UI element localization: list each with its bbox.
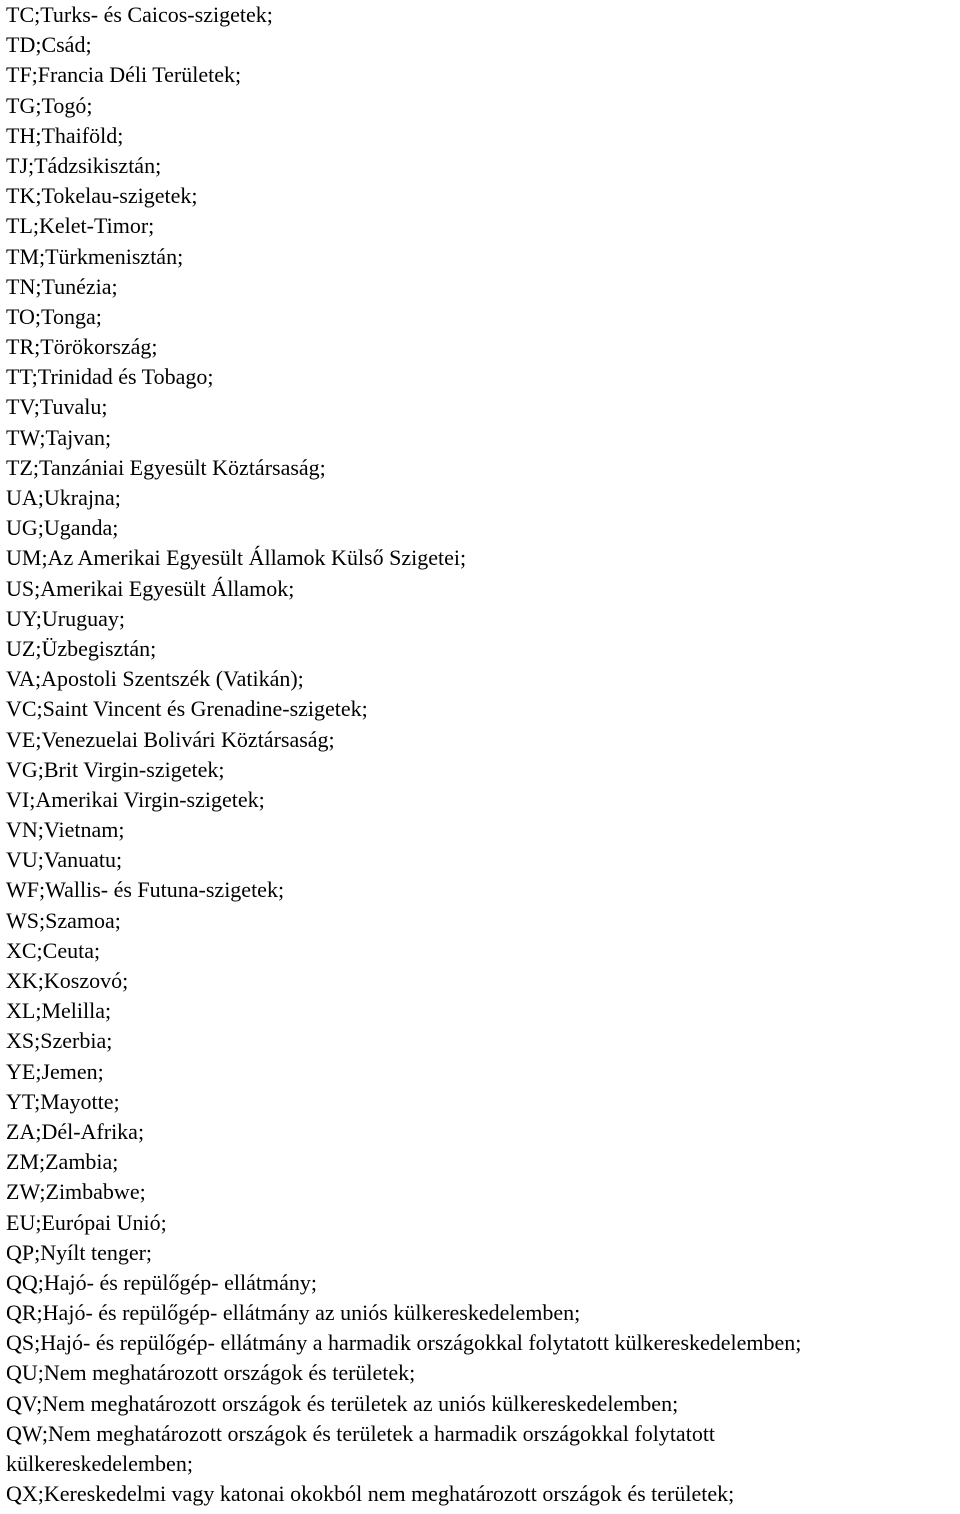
list-line: ZA;Dél-Afrika; [6, 1118, 145, 1144]
list-line: VI;Amerikai Virgin-szigetek; [6, 786, 265, 812]
list-line: EU;Európai Unió; [6, 1209, 167, 1235]
list-line: US;Amerikai Egyesült Államok; [6, 575, 295, 601]
list-line: TF;Francia Déli Területek; [6, 62, 242, 88]
list-line: UY;Uruguay; [6, 605, 125, 631]
list-line: TL;Kelet-Timor; [6, 213, 155, 239]
list-line: QR;Hajó- és repülőgép- ellátmány az uniós külkereskedelemben; [6, 1300, 581, 1326]
list-line: QP;Nyílt tenger; [6, 1239, 153, 1265]
list-line: UG;Uganda; [6, 515, 119, 541]
list-line: QV;Nem meghatározott országok és területek az uniós külkereskedelemben; [6, 1390, 679, 1416]
country-code-list [6, 0, 956, 1509]
list-line: VA;Apostoli Szentszék (Vatikán); [6, 666, 304, 692]
list-line: ZW;Zimbabwe; [6, 1179, 146, 1205]
list-line: VC;Saint Vincent és Grenadine-szigetek; [6, 696, 368, 722]
list-line: TT;Trinidad és Tobago; [6, 364, 214, 390]
list-line: TR;Törökország; [6, 334, 158, 360]
list-line: UA;Ukrajna; [6, 485, 121, 510]
list-line: VU;Vanuatu; [6, 847, 123, 873]
list-line: ZM;Zambia; [6, 1149, 119, 1175]
list-line: TG;Togó; [6, 92, 93, 118]
list-line: XL;Melilla; [6, 998, 112, 1024]
list-line: TZ;Tanzániai Egyesült Köztársaság; [6, 454, 326, 480]
list-line: XC;Ceuta; [6, 937, 101, 963]
list-line: QX;Kereskedelmi vagy katonai okokból nem meghatározott országok és területek; [6, 1481, 735, 1507]
list-line: külkereskedelemben; [6, 1451, 193, 1476]
list-line: UM;Az Amerikai Egyesült Államok Külső Szigetei; [6, 545, 467, 571]
list-line: QU;Nem meghatározott országok és területek; [6, 1360, 416, 1386]
list-line: QQ;Hajó- és repülőgép- ellátmány; [6, 1269, 317, 1295]
list-line: VE;Venezuelai Bolivári Köztársaság; [6, 726, 335, 752]
list-line: YT;Mayotte; [6, 1088, 120, 1114]
list-line: VN;Vietnam; [6, 817, 125, 843]
list-line: QW;Nem meghatározott országok és területek a harmadik országokkal folytatott [6, 1420, 716, 1446]
list-line: TK;Tokelau-szigetek; [6, 183, 198, 209]
list-line: VG;Brit Virgin-szigetek; [6, 756, 225, 782]
list-line: TO;Tonga; [6, 303, 102, 329]
list-line: WF;Wallis- és Futuna-szigetek; [6, 877, 285, 903]
list-line: TV;Tuvalu; [6, 394, 108, 420]
list-line: TN;Tunézia; [6, 273, 118, 299]
list-line: YE;Jemen; [6, 1058, 104, 1084]
list-line: TM;Türkmenisztán; [6, 243, 184, 269]
list-line: TJ;Tádzsikisztán; [6, 152, 162, 178]
list-line: TD;Csád; [6, 32, 92, 58]
list-line: XS;Szerbia; [6, 1028, 113, 1054]
list-line: QS;Hajó- és repülőgép- ellátmány a harmadik országokkal folytatott külkereskedelemben; [6, 1330, 802, 1356]
list-line: TW;Tajvan; [6, 424, 112, 450]
list-line: TC;Turks- és Caicos-szigetek; [6, 2, 273, 27]
list-line: UZ;Üzbegisztán; [6, 635, 157, 661]
list-line: XK;Koszovó; [6, 968, 129, 993]
list-line: WS;Szamoa; [6, 907, 121, 933]
list-line: TH;Thaiföld; [6, 122, 124, 148]
